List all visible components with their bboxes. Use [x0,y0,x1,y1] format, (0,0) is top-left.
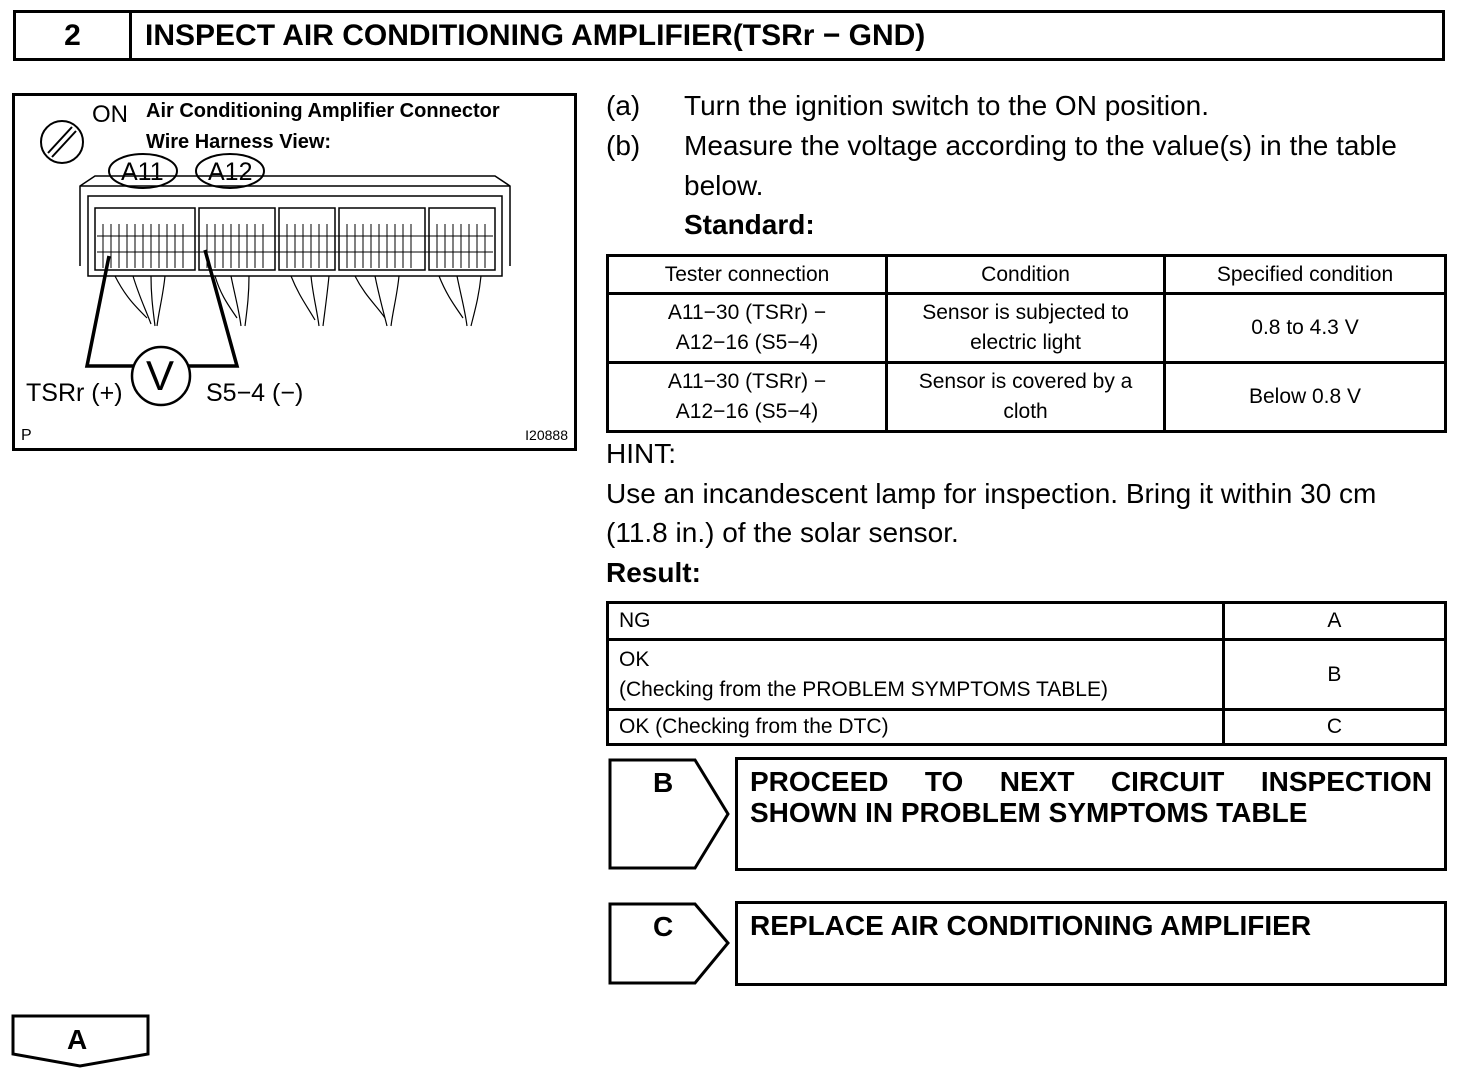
header-condition: Condition [887,256,1165,294]
cell-line: Sensor is subjected to [922,301,1129,324]
specified-condition-cell: Below 0.8 V [1165,363,1446,432]
step-title: INSPECT AIR CONDITIONING AMPLIFIER(TSRr − GND) [145,18,926,52]
connector-illustration [12,93,577,451]
result-condition-cell: OK (Checking from the DTC) [608,710,1224,745]
step-b-mark: (b) [606,130,641,161]
figure-caption-line2: Wire Harness View: [146,131,332,153]
result-label: Result: [606,557,701,588]
outcome-b-letter: B [653,767,674,798]
hint-label: HINT: [606,438,676,469]
ignition-on-label: ON [92,101,128,128]
tester-connection-cell [608,294,887,363]
outcome-c-line1: REPLACE AIR CONDITIONING AMPLIFIER [750,910,1312,941]
tester-connection-cell [608,363,887,432]
illustration-id: I20888 [525,427,568,443]
table-row [608,640,1446,710]
cell-line: A12−16 (S5−4) [675,400,819,423]
header-specified-condition: Specified condition [1165,256,1446,294]
cell-line: Sensor is covered by a [918,370,1133,393]
header-tester-connection: Tester connection [608,256,887,294]
probe-negative-label: S5−4 (−) [206,379,304,407]
result-condition-cell: NG [608,603,1224,640]
table-row [608,363,1446,432]
outcome-b-arrow [607,757,731,871]
step-header [13,10,1445,61]
result-condition-cell [608,640,1224,710]
standard-table [606,254,1447,433]
outcome-c-letter: C [653,911,674,942]
hint-text-line1: Use an incandescent lamp for inspection. Bring it within 30 cm [606,478,1377,509]
table-row [608,294,1446,363]
outcome-b-line1: PROCEED TO NEXT CIRCUIT INSPECTION [750,766,1432,797]
result-table [606,601,1447,746]
condition-cell [887,294,1165,363]
outcome-c-arrow [607,901,731,986]
outcome-c-action [735,901,1447,986]
figure-caption-line1: Air Conditioning Amplifier Connector [146,100,500,122]
connector-a11-label: A11 [121,158,164,186]
cell-line: A11−30 (TSRr) − [667,370,827,393]
outcome-b-action [735,757,1447,871]
step-b-text-line2: below. [684,170,764,201]
ignition-key-icon [41,121,83,163]
cell-line: A11−30 (TSRr) − [667,301,827,324]
step-a-mark: (a) [606,90,641,121]
step-a-text: Turn the ignition switch to the ON position. [684,90,1209,121]
table-row [608,603,1446,640]
probe-positive-label: TSRr (+) [26,379,123,407]
cell-line: A12−16 (S5−4) [675,331,819,354]
condition-cell [887,363,1165,432]
wire-bundles [115,276,481,326]
outcome-b-line2: SHOWN IN PROBLEM SYMPTOMS TABLE [750,797,1308,828]
table-header-row [608,256,1446,294]
result-code-cell: A [1223,603,1445,640]
table-row [608,710,1446,745]
cell-line: electric light [970,331,1081,354]
step-b-text-line1: Measure the voltage according to the value(s) in the table [684,130,1397,161]
standard-label: Standard: [684,209,815,240]
specified-condition-cell: 0.8 to 4.3 V [1165,294,1446,363]
step-number: 2 [16,13,132,58]
cell-line: OK [619,647,650,671]
cell-line: (Checking from the PROBLEM SYMPTOMS TABLE) [619,677,1108,701]
figure-corner-code: P [21,427,32,444]
hint-text-line2: (11.8 in.) of the solar sensor. [606,517,959,548]
voltmeter-symbol: V [146,352,175,399]
result-code-cell: C [1223,710,1445,745]
result-code-cell: B [1223,640,1445,710]
cell-line: cloth [1003,400,1048,423]
continue-a-letter: A [67,1024,88,1055]
connector-a12-label: A12 [208,158,253,186]
continue-a-tab [11,1014,151,1070]
